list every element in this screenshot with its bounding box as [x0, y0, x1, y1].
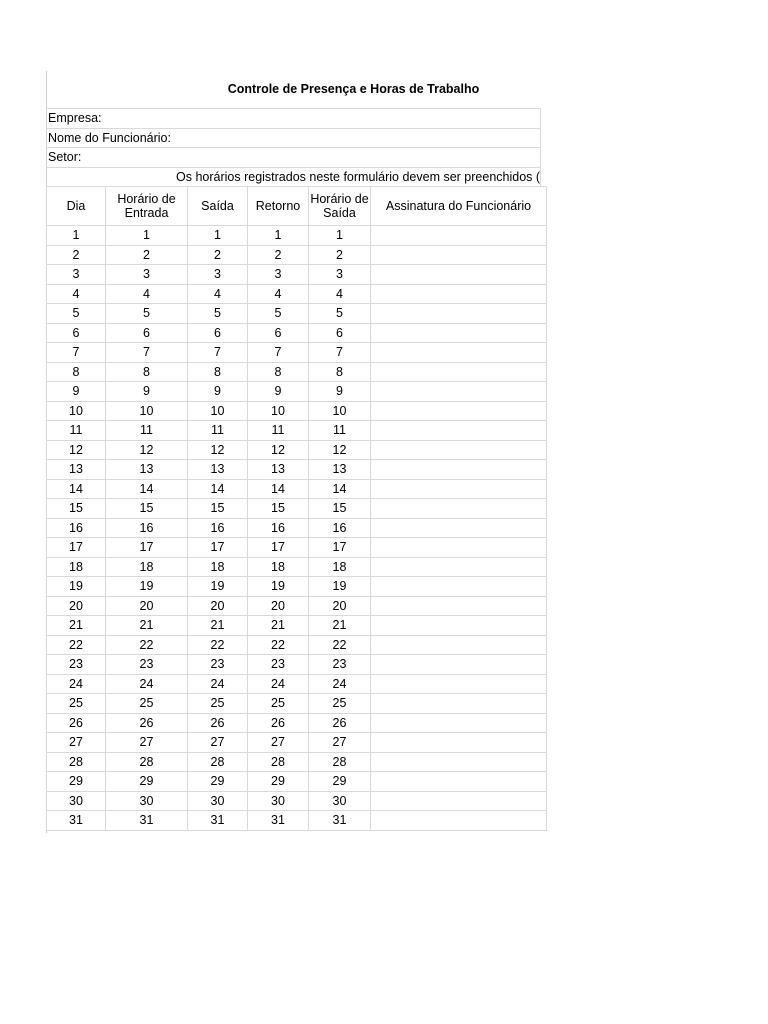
cell-saida: 20: [188, 596, 248, 616]
employee-name-field[interactable]: Nome do Funcionário:: [46, 128, 541, 148]
cell-assinatura[interactable]: [371, 557, 547, 577]
table-row: [47, 401, 547, 421]
cell-assinatura[interactable]: [371, 635, 547, 655]
cell-dia: 23: [47, 655, 106, 675]
cell-retorno: 8: [248, 362, 309, 382]
cell-assinatura[interactable]: [371, 362, 547, 382]
cell-assinatura[interactable]: [371, 265, 547, 285]
cell-dia: 2: [47, 245, 106, 265]
cell-horario-entrada: 19: [106, 577, 188, 597]
table-header-row: [47, 187, 547, 226]
cell-saida: 21: [188, 616, 248, 636]
cell-assinatura[interactable]: [371, 772, 547, 792]
cell-horario-entrada: 31: [106, 811, 188, 831]
table-row: [47, 577, 547, 597]
table-row: [47, 362, 547, 382]
cell-horario-entrada: 5: [106, 304, 188, 324]
header-assinatura: Assinatura do Funcionário: [371, 187, 547, 226]
header-saida: Saída: [188, 187, 248, 226]
cell-horario-entrada: 28: [106, 752, 188, 772]
cell-dia: 27: [47, 733, 106, 753]
header-horario-saida: Horário de Saída: [309, 187, 371, 226]
table-row: [47, 694, 547, 714]
cell-retorno: 15: [248, 499, 309, 519]
cell-dia: 7: [47, 343, 106, 363]
table-row: [47, 538, 547, 558]
table-body: [47, 226, 547, 831]
cell-horario-saida: 6: [309, 323, 371, 343]
cell-assinatura[interactable]: [371, 382, 547, 402]
table-row: [47, 674, 547, 694]
cell-horario-saida: 20: [309, 596, 371, 616]
cell-dia: 20: [47, 596, 106, 616]
cell-dia: 8: [47, 362, 106, 382]
cell-retorno: 18: [248, 557, 309, 577]
cell-dia: 29: [47, 772, 106, 792]
cell-assinatura[interactable]: [371, 655, 547, 675]
cell-assinatura[interactable]: [371, 343, 547, 363]
cell-assinatura[interactable]: [371, 460, 547, 480]
table-row: [47, 713, 547, 733]
cell-retorno: 20: [248, 596, 309, 616]
cell-horario-entrada: 24: [106, 674, 188, 694]
cell-retorno: 19: [248, 577, 309, 597]
cell-horario-saida: 2: [309, 245, 371, 265]
table-row: [47, 655, 547, 675]
cell-dia: 28: [47, 752, 106, 772]
table-row: [47, 499, 547, 519]
cell-saida: 14: [188, 479, 248, 499]
cell-horario-entrada: 18: [106, 557, 188, 577]
cell-horario-saida: 31: [309, 811, 371, 831]
cell-horario-entrada: 10: [106, 401, 188, 421]
cell-saida: 6: [188, 323, 248, 343]
cell-assinatura[interactable]: [371, 226, 547, 246]
cell-horario-entrada: 29: [106, 772, 188, 792]
cell-assinatura[interactable]: [371, 694, 547, 714]
cell-dia: 30: [47, 791, 106, 811]
table-row: [47, 752, 547, 772]
sheet-title: Controle de Presença e Horas de Trabalho: [227, 82, 480, 96]
cell-horario-entrada: 12: [106, 440, 188, 460]
cell-horario-saida: 9: [309, 382, 371, 402]
cell-horario-entrada: 7: [106, 343, 188, 363]
cell-dia: 21: [47, 616, 106, 636]
cell-retorno: 13: [248, 460, 309, 480]
cell-horario-saida: 11: [309, 421, 371, 441]
cell-saida: 30: [188, 791, 248, 811]
header-dia: Dia: [47, 187, 106, 226]
cell-horario-entrada: 1: [106, 226, 188, 246]
cell-assinatura[interactable]: [371, 538, 547, 558]
table-row: [47, 460, 547, 480]
cell-horario-saida: 24: [309, 674, 371, 694]
table-row: [47, 245, 547, 265]
cell-assinatura[interactable]: [371, 440, 547, 460]
table-row: [47, 557, 547, 577]
cell-saida: 11: [188, 421, 248, 441]
cell-saida: 10: [188, 401, 248, 421]
cell-retorno: 7: [248, 343, 309, 363]
cell-retorno: 11: [248, 421, 309, 441]
cell-retorno: 29: [248, 772, 309, 792]
table-row: [47, 733, 547, 753]
table-row: [47, 518, 547, 538]
cell-horario-entrada: 27: [106, 733, 188, 753]
cell-assinatura[interactable]: [371, 245, 547, 265]
cell-dia: 26: [47, 713, 106, 733]
cell-retorno: 17: [248, 538, 309, 558]
cell-horario-saida: 27: [309, 733, 371, 753]
cell-dia: 5: [47, 304, 106, 324]
cell-horario-saida: 8: [309, 362, 371, 382]
cell-saida: 16: [188, 518, 248, 538]
cell-saida: 24: [188, 674, 248, 694]
cell-assinatura[interactable]: [371, 616, 547, 636]
cell-dia: 15: [47, 499, 106, 519]
table-row: [47, 811, 547, 831]
table-row: [47, 382, 547, 402]
cell-assinatura[interactable]: [371, 596, 547, 616]
cell-saida: 17: [188, 538, 248, 558]
cell-horario-saida: 5: [309, 304, 371, 324]
cell-retorno: 28: [248, 752, 309, 772]
cell-saida: 3: [188, 265, 248, 285]
cell-horario-saida: 16: [309, 518, 371, 538]
table-row: [47, 616, 547, 636]
cell-saida: 5: [188, 304, 248, 324]
cell-horario-saida: 22: [309, 635, 371, 655]
cell-dia: 11: [47, 421, 106, 441]
table-row: [47, 421, 547, 441]
table-row: [47, 635, 547, 655]
cell-assinatura[interactable]: [371, 479, 547, 499]
cell-dia: 3: [47, 265, 106, 285]
cell-dia: 1: [47, 226, 106, 246]
attendance-sheet: [46, 71, 541, 831]
cell-horario-entrada: 21: [106, 616, 188, 636]
cell-dia: 22: [47, 635, 106, 655]
cell-assinatura[interactable]: [371, 733, 547, 753]
table-row: [47, 440, 547, 460]
cell-horario-saida: 3: [309, 265, 371, 285]
table-row: [47, 772, 547, 792]
cell-horario-entrada: 30: [106, 791, 188, 811]
cell-horario-entrada: 23: [106, 655, 188, 675]
cell-assinatura[interactable]: [371, 577, 547, 597]
cell-horario-entrada: 6: [106, 323, 188, 343]
cell-horario-entrada: 9: [106, 382, 188, 402]
cell-retorno: 22: [248, 635, 309, 655]
cell-dia: 25: [47, 694, 106, 714]
cell-retorno: 25: [248, 694, 309, 714]
cell-dia: 31: [47, 811, 106, 831]
cell-saida: 26: [188, 713, 248, 733]
cell-assinatura[interactable]: [371, 811, 547, 831]
cell-horario-entrada: 15: [106, 499, 188, 519]
cell-horario-saida: 12: [309, 440, 371, 460]
cell-saida: 4: [188, 284, 248, 304]
cell-horario-entrada: 22: [106, 635, 188, 655]
cell-horario-saida: 17: [309, 538, 371, 558]
table-row: [47, 596, 547, 616]
cell-assinatura[interactable]: [371, 421, 547, 441]
cell-horario-saida: 26: [309, 713, 371, 733]
cell-horario-saida: 18: [309, 557, 371, 577]
cell-saida: 22: [188, 635, 248, 655]
cell-assinatura[interactable]: [371, 499, 547, 519]
cell-saida: 15: [188, 499, 248, 519]
cell-saida: 1: [188, 226, 248, 246]
table-row: [47, 791, 547, 811]
cell-horario-entrada: 17: [106, 538, 188, 558]
table-row: [47, 479, 547, 499]
sector-field[interactable]: Setor:: [46, 147, 541, 167]
cell-horario-entrada: 14: [106, 479, 188, 499]
cell-horario-saida: 10: [309, 401, 371, 421]
cell-saida: 2: [188, 245, 248, 265]
cell-retorno: 24: [248, 674, 309, 694]
table-row: [47, 284, 547, 304]
cell-dia: 13: [47, 460, 106, 480]
cell-retorno: 6: [248, 323, 309, 343]
table-row: [47, 323, 547, 343]
cell-saida: 23: [188, 655, 248, 675]
cell-saida: 13: [188, 460, 248, 480]
cell-saida: 8: [188, 362, 248, 382]
cell-retorno: 14: [248, 479, 309, 499]
cell-assinatura[interactable]: [371, 752, 547, 772]
cell-horario-saida: 14: [309, 479, 371, 499]
company-field[interactable]: Empresa:: [46, 108, 541, 128]
cell-dia: 17: [47, 538, 106, 558]
cell-saida: 28: [188, 752, 248, 772]
cell-horario-saida: 29: [309, 772, 371, 792]
cell-assinatura[interactable]: [371, 674, 547, 694]
cell-saida: 9: [188, 382, 248, 402]
cell-horario-saida: 30: [309, 791, 371, 811]
cell-retorno: 27: [248, 733, 309, 753]
cell-horario-saida: 21: [309, 616, 371, 636]
cell-assinatura[interactable]: [371, 791, 547, 811]
table-row: [47, 226, 547, 246]
table-row: [47, 265, 547, 285]
table-row: [47, 343, 547, 363]
cell-retorno: 26: [248, 713, 309, 733]
cell-retorno: 2: [248, 245, 309, 265]
cell-assinatura[interactable]: [371, 304, 547, 324]
cell-horario-saida: 13: [309, 460, 371, 480]
cell-assinatura[interactable]: [371, 518, 547, 538]
cell-saida: 18: [188, 557, 248, 577]
cell-dia: 24: [47, 674, 106, 694]
cell-horario-saida: 25: [309, 694, 371, 714]
header-horario-entrada: Horário de Entrada: [106, 187, 188, 226]
cell-assinatura[interactable]: [371, 713, 547, 733]
cell-assinatura[interactable]: [371, 323, 547, 343]
cell-saida: 27: [188, 733, 248, 753]
cell-assinatura[interactable]: [371, 284, 547, 304]
cell-horario-entrada: 4: [106, 284, 188, 304]
cell-horario-entrada: 26: [106, 713, 188, 733]
cell-horario-entrada: 2: [106, 245, 188, 265]
cell-horario-saida: 1: [309, 226, 371, 246]
cell-dia: 14: [47, 479, 106, 499]
cell-saida: 31: [188, 811, 248, 831]
cell-saida: 25: [188, 694, 248, 714]
cell-horario-entrada: 20: [106, 596, 188, 616]
cell-dia: 6: [47, 323, 106, 343]
cell-retorno: 16: [248, 518, 309, 538]
cell-dia: 4: [47, 284, 106, 304]
cell-retorno: 4: [248, 284, 309, 304]
cell-retorno: 21: [248, 616, 309, 636]
cell-horario-entrada: 16: [106, 518, 188, 538]
cell-saida: 7: [188, 343, 248, 363]
cell-saida: 29: [188, 772, 248, 792]
cell-horario-saida: 15: [309, 499, 371, 519]
cell-retorno: 12: [248, 440, 309, 460]
cell-saida: 19: [188, 577, 248, 597]
cell-dia: 18: [47, 557, 106, 577]
cell-retorno: 5: [248, 304, 309, 324]
cell-retorno: 31: [248, 811, 309, 831]
cell-saida: 12: [188, 440, 248, 460]
cell-retorno: 1: [248, 226, 309, 246]
cell-assinatura[interactable]: [371, 401, 547, 421]
notice-text: Os horários registrados neste formulário devem ser preenchidos (: [46, 167, 541, 187]
cell-retorno: 30: [248, 791, 309, 811]
cell-dia: 19: [47, 577, 106, 597]
cell-horario-entrada: 3: [106, 265, 188, 285]
cell-dia: 16: [47, 518, 106, 538]
cell-horario-saida: 7: [309, 343, 371, 363]
cell-horario-saida: 4: [309, 284, 371, 304]
cell-horario-entrada: 8: [106, 362, 188, 382]
cell-retorno: 23: [248, 655, 309, 675]
cell-horario-saida: 28: [309, 752, 371, 772]
cell-dia: 12: [47, 440, 106, 460]
cell-horario-saida: 23: [309, 655, 371, 675]
cell-dia: 9: [47, 382, 106, 402]
cell-retorno: 10: [248, 401, 309, 421]
cell-horario-saida: 19: [309, 577, 371, 597]
cell-retorno: 3: [248, 265, 309, 285]
cell-horario-entrada: 13: [106, 460, 188, 480]
header-retorno: Retorno: [248, 187, 309, 226]
cell-horario-entrada: 11: [106, 421, 188, 441]
cell-retorno: 9: [248, 382, 309, 402]
table-row: [47, 304, 547, 324]
cell-dia: 10: [47, 401, 106, 421]
attendance-table: [46, 186, 547, 831]
cell-horario-entrada: 25: [106, 694, 188, 714]
